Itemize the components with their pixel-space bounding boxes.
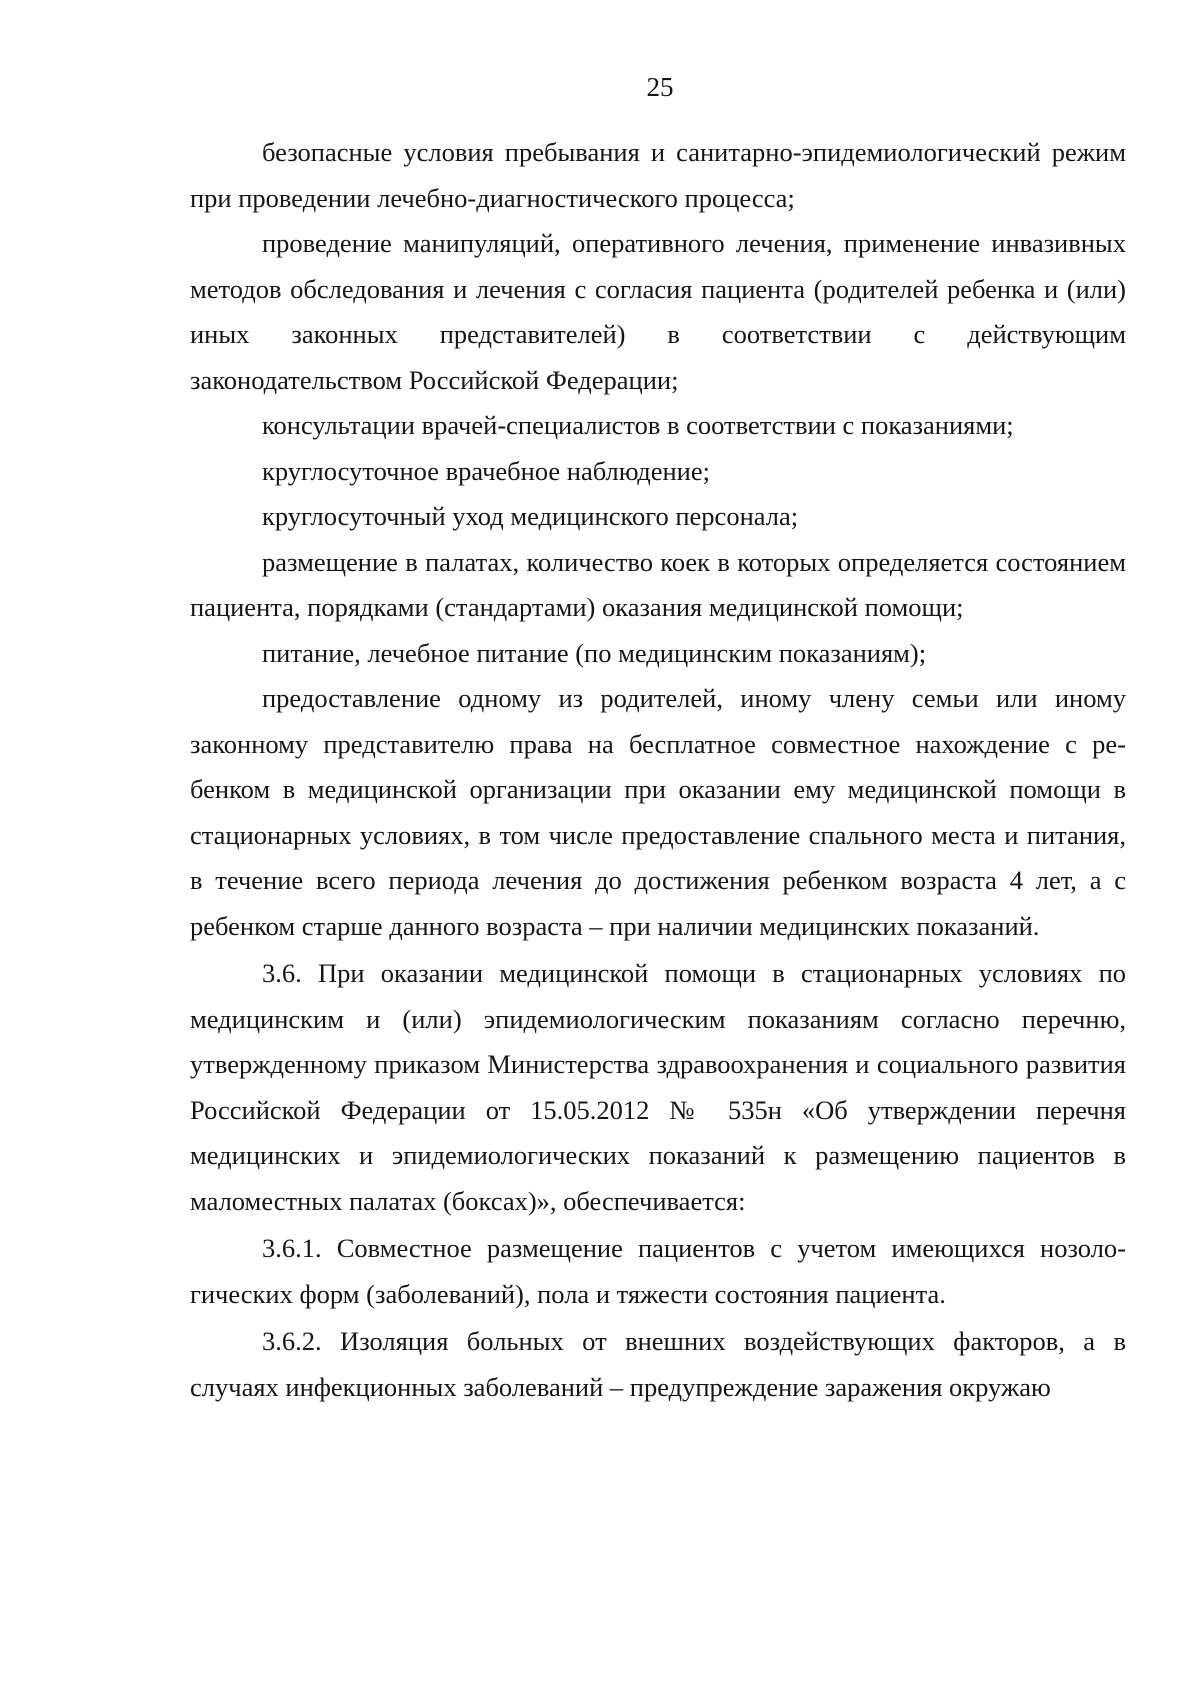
paragraph-care: круглосуточный уход медицинского персонала; — [262, 501, 799, 531]
paragraph-section-3-6: 3.6. При оказании медицинской помощи в стационарных условиях по медицинским и (или) эпидемиологическим показаниям согласно перечню, утвержденному приказом Министерства здравоохранения и социального развития Российской Федерации от 15.05.2012 № 535н «Об утверждении перечня медицинских и эпидемиологических показаний к размещению пациентов в маломестных палатах (боксах)», обеспечивается: — [190, 958, 1126, 1216]
paragraph-section-3-6-2: 3.6.2. Изоляция больных от внешних воздействующих факторов, а в случаях инфекционных заболеваний – предупреждение заражения окружаю — [190, 1326, 1126, 1402]
paragraph-placement: размещение в палатах, количество коек в которых определяется состоянием пациента, порядками (стандартами) оказания медицинской помощи; — [190, 546, 1126, 622]
paragraph-nutrition: питание, лечебное питание (по медицинским показаниям); — [262, 637, 927, 668]
page-number: 25 — [646, 72, 674, 102]
paragraph-observation: круглосуточное врачебное наблюдение; — [262, 455, 710, 486]
paragraph-parent-stay: предоставление одному из родителей, иному члену семьи или иному законному представителю права на бесплатное совместное нахождение с ребенком в медицинской организации при оказании ему медицинской помощи в стационарных условиях, в том числе предоставление спального места и питания, в течение всего периода лечения до достижения ребенком возраста 4 лет, а с ребенком старше данного возраста – при наличии медицинских показаний. — [190, 683, 1126, 941]
paragraph-consultations: консультации врачей-специалистов в соответствии с показаниями; — [262, 410, 1014, 440]
paragraph-safe-conditions: безопасные условия пребывания и санитарно-эпидемиологический режим при проведении лечебно-диагностического процесса; — [190, 137, 1126, 213]
paragraph-manipulations: проведение манипуляций, оперативного лечения, применение инвазивных методов обследования и лечения с согласия пациента (родителей ребенка и (или) иных законных представителей) в соответствии с действующим законодательством Российской Федерации; — [190, 228, 1126, 395]
paragraph-section-3-6-1: 3.6.1. Совместное размещение пациентов с учетом имеющихся нозологических форм (заболеваний), пола и тяжести состояния пациента. — [190, 1233, 1126, 1309]
document-body — [190, 130, 1126, 1410]
